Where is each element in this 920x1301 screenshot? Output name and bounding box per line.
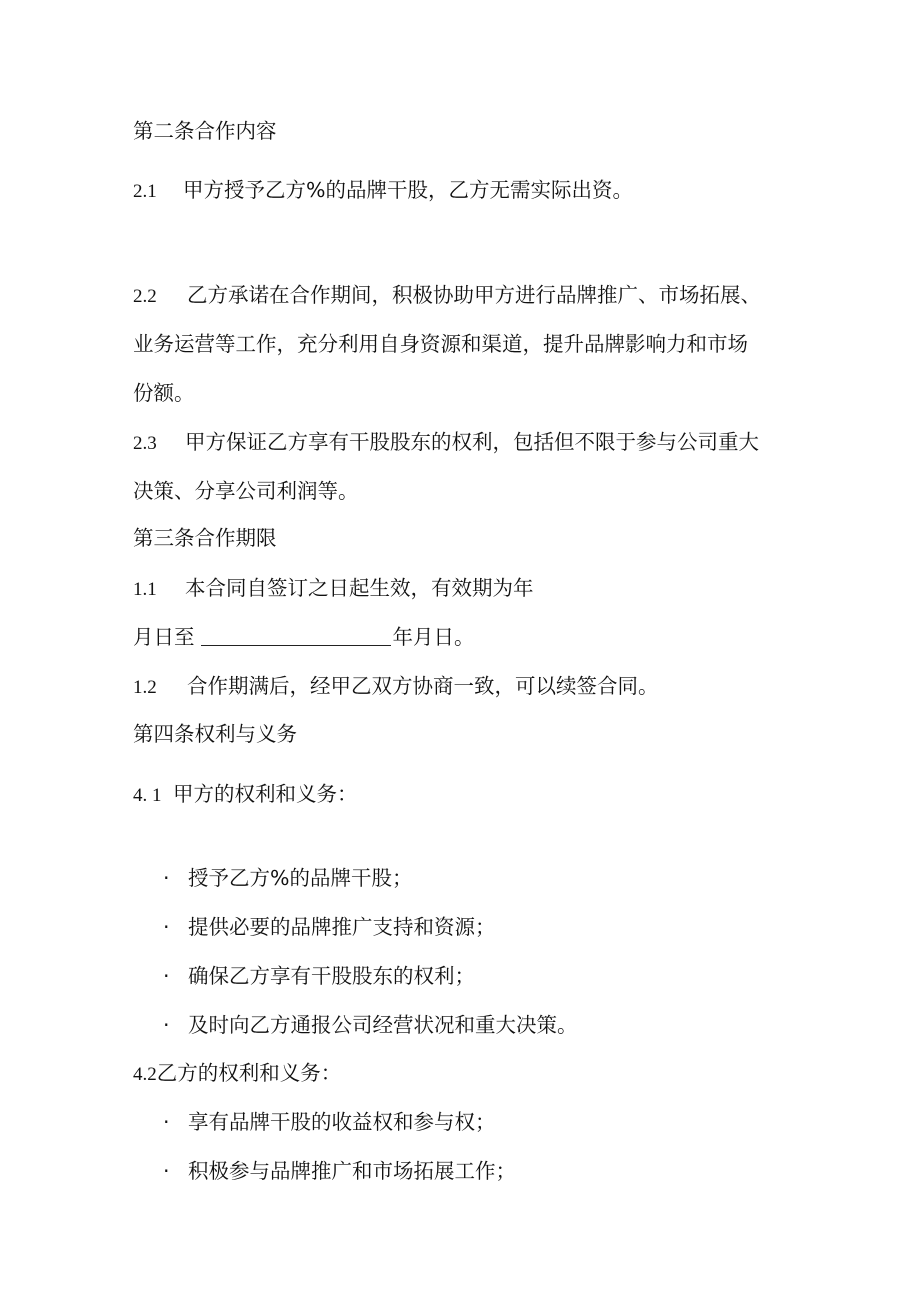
clause-2-1 <box>133 176 633 206</box>
clause-2-3-line-1 <box>133 428 759 458</box>
clause-number: 4.2 <box>133 1064 157 1085</box>
clause-number: 1.2 <box>133 677 157 698</box>
clause-number: 2.3 <box>133 433 157 454</box>
article-4-heading: 第四条权利与义务 <box>133 722 297 746</box>
clause-1-2 <box>133 672 659 702</box>
list-item-text: 确保乙方享有干股股东的权利； <box>188 964 475 988</box>
list-item <box>163 864 412 892</box>
clause-number: 2.1 <box>133 181 157 202</box>
clause-text: 本合同自签订之日起生效，有效期为年 <box>185 576 534 600</box>
list-item-text: 享有品牌干股的收益权和参与权； <box>188 1110 496 1134</box>
date-to-text: 年月日。 <box>392 625 475 649</box>
list-item-text: 积极参与品牌推广和市场拓展工作； <box>188 1159 516 1183</box>
list-item <box>163 1157 516 1185</box>
clause-number: 2.2 <box>133 286 157 307</box>
blank-fill-line <box>201 625 391 646</box>
clause-text: 甲方保证乙方享有干股股东的权利，包括但不限于参与公司重大 <box>185 430 759 454</box>
list-item-text: 提供必要的品牌推广支持和资源； <box>188 915 496 939</box>
clause-text: 甲方的权利和义务： <box>173 782 358 806</box>
list-item <box>163 913 496 941</box>
bullet-glyph: · <box>163 1110 170 1134</box>
bullet-glyph: · <box>163 964 170 988</box>
bullet-glyph: · <box>163 915 170 939</box>
list-item <box>163 1011 578 1039</box>
clause-number: 1.1 <box>133 579 157 600</box>
article-2-heading: 第二条合作内容 <box>133 119 277 143</box>
list-item-text: 授予乙方%的品牌干股； <box>188 866 413 890</box>
list-item-text: 及时向乙方通报公司经营状况和重大决策。 <box>188 1013 578 1037</box>
list-item <box>163 1108 496 1136</box>
clause-2-2-line-2: 业务运营等工作，充分利用自身资源和渠道，提升品牌影响力和市场 <box>133 332 748 356</box>
clause-1-1-line-1 <box>133 574 534 604</box>
clause-text: 合作期满后，经甲乙双方协商一致，可以续签合同。 <box>187 674 659 698</box>
clause-4-1-label <box>133 780 358 810</box>
list-item <box>163 962 475 990</box>
date-from-text: 月日至 <box>133 625 195 649</box>
clause-4-2-label <box>133 1059 341 1089</box>
clause-2-2-line-1 <box>133 281 761 311</box>
clause-2-2-line-3: 份额。 <box>133 381 195 405</box>
clause-2-3-line-2: 决策、分享公司利润等。 <box>133 479 359 503</box>
clause-1-1-line-2 <box>133 623 475 651</box>
clause-text: 甲方授予乙方%的品牌干股，乙方无需实际出资。 <box>183 178 633 202</box>
bullet-glyph: · <box>163 866 170 890</box>
article-3-heading: 第三条合作期限 <box>133 526 277 550</box>
clause-text: 乙方的权利和义务： <box>156 1061 342 1085</box>
bullet-glyph: · <box>163 1013 170 1037</box>
clause-number: 4. 1 <box>133 785 162 806</box>
clause-text: 乙方承诺在合作期间，积极协助甲方进行品牌推广、市场拓展、 <box>187 283 761 307</box>
bullet-glyph: · <box>163 1159 170 1183</box>
